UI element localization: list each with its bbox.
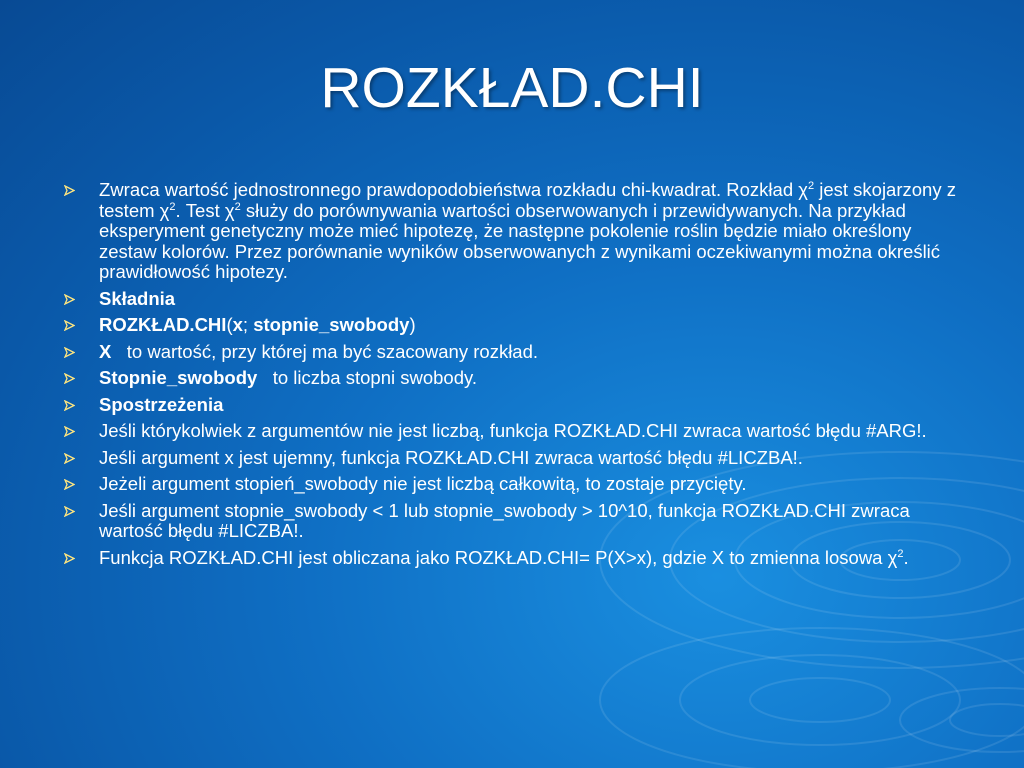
param-x-desc: to wartość, przy której ma być szacowany rozkład. [111, 340, 539, 362]
param-degrees-desc: to liczba stopni swobody. [257, 367, 478, 388]
list-item [64, 289, 964, 310]
arrowhead-bullet-icon [64, 426, 75, 437]
list-item [64, 474, 964, 495]
bullet-list [64, 180, 964, 574]
list-item [64, 548, 964, 569]
arrowhead-bullet-icon [64, 400, 75, 411]
list-item [64, 342, 964, 363]
arrowhead-bullet-icon [64, 347, 75, 358]
list-item [64, 421, 964, 442]
slide-title: ROZKŁAD.CHI [320, 56, 704, 120]
close-paren: ) [409, 314, 416, 335]
arrowhead-bullet-icon [64, 320, 75, 331]
superscript: 2 [897, 547, 904, 560]
argument-x: x [232, 314, 243, 335]
superscript: 2 [807, 180, 815, 192]
remark-text: Funkcja ROZKŁAD.CHI jest obliczana jako ROZKŁAD.CHI= P(X>x), gdzie X to zmienna losowa χ [99, 546, 898, 568]
remark-text: Jeżeli argument stopień_swobody nie jest liczbą całkowitą, to zostaje przycięty. [99, 473, 747, 494]
param-degrees-label: Stopnie_swobody [99, 367, 258, 388]
arrowhead-bullet-icon [64, 373, 75, 384]
list-item [64, 368, 964, 389]
list-item [64, 448, 964, 469]
arrowhead-bullet-icon [64, 506, 75, 517]
remarks-heading: Spostrzeżenia [99, 393, 224, 415]
list-item [64, 395, 964, 416]
argument-degrees: stopnie_swobody [253, 314, 410, 335]
description-text-2: jest skojarzony z testem χ [99, 179, 956, 221]
arrowhead-bullet-icon [64, 553, 75, 564]
remark-text: Jeśli którykolwiek z argumentów nie jest liczbą, funkcja ROZKŁAD.CHI zwraca wartość błędu #ARG!. [99, 420, 927, 441]
separator: ; [242, 314, 254, 335]
arrowhead-bullet-icon [64, 453, 75, 464]
arrowhead-bullet-icon [64, 479, 75, 490]
param-x-label: X [99, 340, 112, 362]
list-item [64, 315, 964, 336]
arrowhead-bullet-icon [64, 185, 75, 196]
description-text-1: Zwraca wartość jednostronnego prawdopodobieństwa rozkładu chi-kwadrat. Rozkład χ [99, 179, 808, 200]
description-text-3: . Test χ [175, 199, 235, 221]
list-item [64, 501, 964, 542]
superscript: 2 [169, 200, 176, 213]
superscript: 2 [234, 200, 241, 213]
description-text-4: służy do porównywania wartości obserwowanych i przewidywanych. Na przykład eksperyment genetyczny może mieć hipotezę, że następne pokolenie roślin będzie miało określony zestaw kolorów. Przez porównanie wyników obserwowanych z wynikami oczekiwanymi można określić prawidłowość hipotezy. [99, 199, 941, 282]
function-name: ROZKŁAD.CHI [99, 314, 227, 335]
remark-text: Jeśli argument x jest ujemny, funkcja ROZKŁAD.CHI zwraca wartość błędu #LICZBA!. [99, 446, 803, 468]
remark-text-end: . [903, 546, 909, 568]
remark-text: Jeśli argument stopnie_swobody < 1 lub stopnie_swobody > 10^10, funkcja ROZKŁAD.CHI zwraca wartość błędu #LICZBA!. [99, 499, 910, 541]
list-item [64, 180, 964, 283]
arrowhead-bullet-icon [64, 294, 75, 305]
syntax-heading: Składnia [99, 287, 176, 309]
open-paren: ( [226, 314, 233, 335]
